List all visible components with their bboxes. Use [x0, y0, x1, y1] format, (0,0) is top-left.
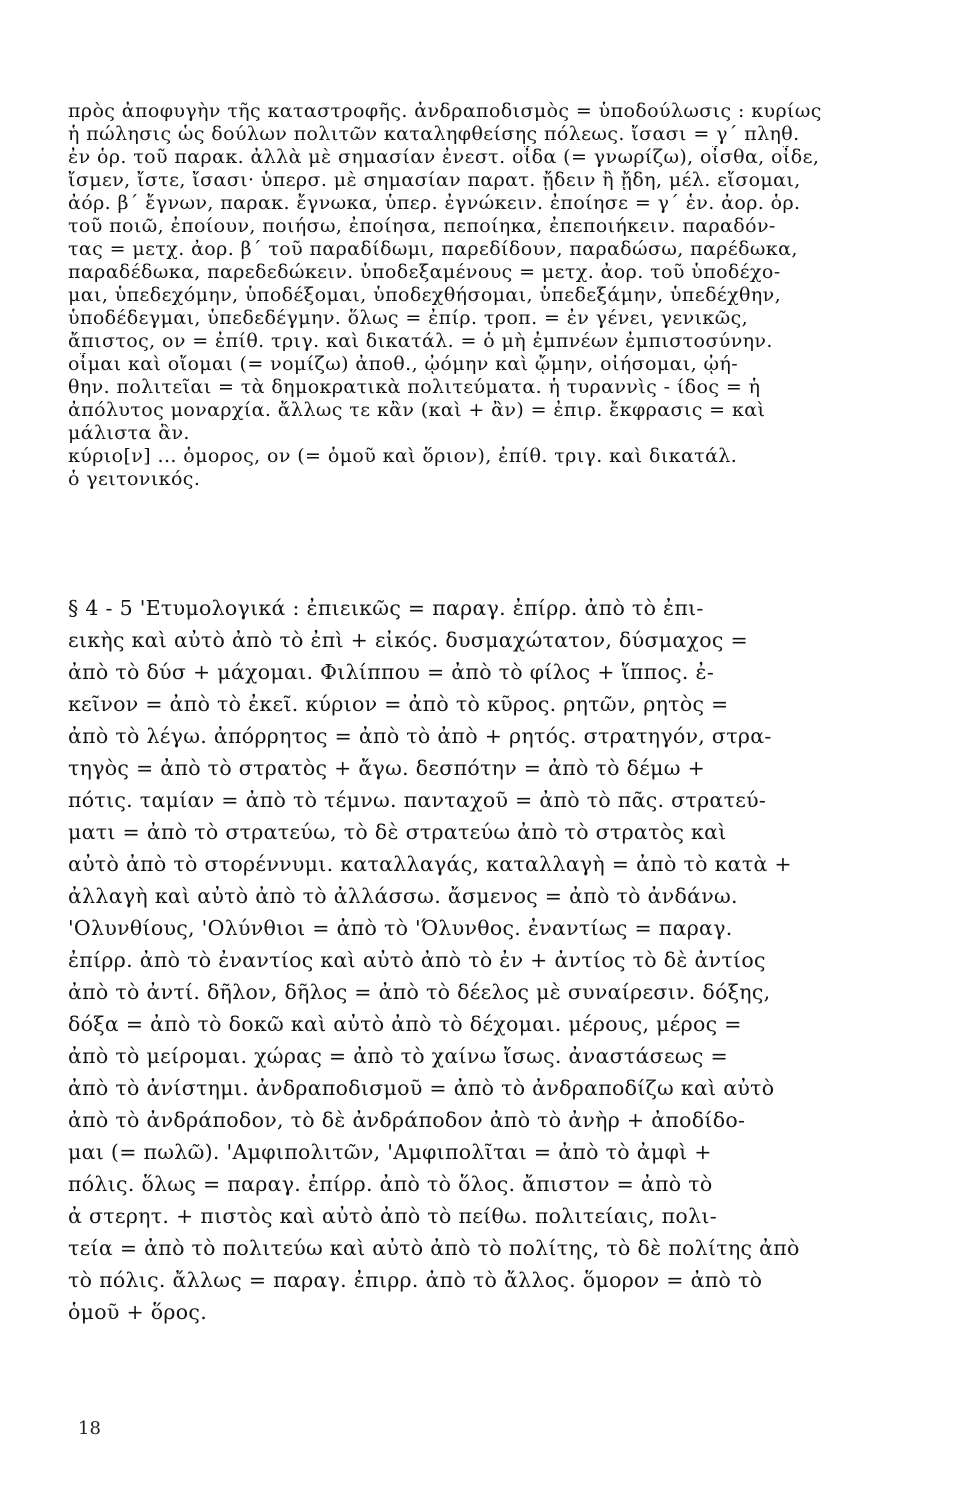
text-line: ἐν ὁρ. τοῦ παρακ. ἀλλὰ μὲ σημασίαν ἐνεστ. οἶδα (= γνωρίζω), οἶσθα, οἶδε, — [68, 146, 820, 168]
text-line: εικὴς καὶ αὐτὸ ἀπὸ τὸ ἐπὶ + εἰκός. δυσμαχώτατον, δύσμαχος = — [68, 628, 748, 652]
text-line: ἡ πώλησις ὡς δούλων πολιτῶν καταληφθείσης πόλεως. ἴσασι = γ΄ πληθ. — [68, 123, 800, 145]
text-line: ἀ στερητ. + πιστὸς καὶ αὐτὸ ἀπὸ τὸ πείθω. πολιτείαις, πολι- — [68, 1204, 717, 1228]
text-line: § 4 - 5 'Ετυμολογικά : ἐπιεικῶς = παραγ. ἐπίρρ. ἀπὸ τὸ ἐπι- — [68, 596, 704, 620]
text-line: δόξα = ἀπὸ τὸ δοκῶ καὶ αὐτὸ ἀπὸ τὸ δέχομαι. μέρους, μέρος = — [68, 1012, 742, 1036]
text-line: ἀπὸ τὸ ἀνδράποδον, τὸ δὲ ἀνδράποδον ἀπὸ τὸ ἀνὴρ + ἀποδίδο- — [68, 1108, 746, 1132]
text-line: οἶμαι καὶ οἴομαι (= νομίζω) ἀποθ., ᾠόμην καὶ ᾤμην, οἰήσομαι, ᾠή- — [68, 353, 739, 375]
text-line: αὐτὸ ἀπὸ τὸ στορέννυμι. καταλλαγάς, καταλλαγὴ = ἀπὸ τὸ κατὰ + — [68, 852, 792, 876]
text-line: τὸ πόλις. ἄλλως = παραγ. ἐπιρρ. ἀπὸ τὸ ἄλλος. ὅμορον = ἀπὸ τὸ — [68, 1268, 763, 1292]
text-line: μαι (= πωλῶ). 'Αμφιπολιτῶν, 'Αμφιπολῖται = ἀπὸ τὸ ἀμφὶ + — [68, 1140, 712, 1164]
text-line: παραδέδωκα, παρεδεδώκειν. ὑποδεξαμένους = μετχ. ἀορ. τοῦ ὑποδέχο- — [68, 261, 781, 283]
text-line: κύριο[ν] ... ὁμορος, ον (= ὁμοῦ καὶ ὅριον), ἐπίθ. τριγ. καὶ δικατάλ. — [68, 445, 738, 467]
text-line: μάλιστα ἂν. — [68, 422, 190, 444]
text-line: ἀπὸ τὸ μείρομαι. χώρας = ἀπὸ τὸ χαίνω ἴσως. ἀναστάσεως = — [68, 1044, 728, 1068]
text-line: ἀπὸ τὸ λέγω. ἀπόρρητος = ἀπὸ τὸ ἀπὸ + ρητός. στρατηγόν, στρα- — [68, 724, 772, 748]
text-line: τας = μετχ. ἀορ. β΄ τοῦ παραδίδωμι, παρεδίδουν, παραδώσω, παρέδωκα, — [68, 238, 798, 260]
text-line: ἀπὸ τὸ ἀντί. δῆλον, δῆλος = ἀπὸ τὸ δέελος μὲ συναίρεσιν. δόξης, — [68, 980, 771, 1004]
text-line: θην. πολιτεῖαι = τὰ δημοκρατικὰ πολιτεύματα. ἡ τυραννὶς - ίδος = ἡ — [68, 376, 761, 398]
text-line: ἀόρ. β΄ ἔγνων, παρακ. ἔγνωκα, ὑπερ. ἐγνώκειν. ἐποίησε = γ΄ ἑν. ἀορ. ὁρ. — [68, 192, 801, 214]
text-line: ὁμοῦ + ὅρος. — [68, 1300, 208, 1324]
text-line: πότις. ταμίαν = ἀπὸ τὸ τέμνω. πανταχοῦ = ἀπὸ τὸ πᾶς. στρατεύ- — [68, 788, 767, 812]
text-line: ἐπίρρ. ἀπὸ τὸ ἐναντίος καὶ αὐτὸ ἀπὸ τὸ ἐν + ἀντίος τὸ δὲ ἀντίος — [68, 948, 766, 972]
text-line: τηγὸς = ἀπὸ τὸ στρατὸς + ἄγω. δεσπότην = ἀπὸ τὸ δέμω + — [68, 756, 706, 780]
text-line: πρὸς ἀποφυγὴν τῆς καταστροφῆς. ἀνδραποδισμὸς = ὑποδούλωσις : κυρίως — [68, 100, 822, 122]
text-line: ἄπιστος, ον = ἐπίθ. τριγ. καὶ δικατάλ. = ὁ μὴ ἐμπνέων ἐμπιστοσύνην. — [68, 330, 773, 352]
text-line: ἀλλαγὴ καὶ αὐτὸ ἀπὸ τὸ ἀλλάσσω. ἄσμενος = ἀπὸ τὸ ἀνδάνω. — [68, 884, 738, 908]
text-line: ἀπὸ τὸ ἀνίστημι. ἀνδραποδισμοῦ = ἀπὸ τὸ ἀνδραποδίζω καὶ αὐτὸ — [68, 1076, 775, 1100]
text-line: ματι = ἀπὸ τὸ στρατεύω, τὸ δὲ στρατεύω ἀπὸ τὸ στρατὸς καὶ — [68, 820, 727, 844]
vocabulary-notes — [68, 100, 888, 491]
page-number: 18 — [78, 1418, 101, 1439]
text-line: ὁ γειτονικός. — [68, 468, 201, 490]
etymology-section — [68, 592, 888, 1328]
text-line: 'Ολυνθίους, 'Ολύνθιοι = ἀπὸ τὸ 'Όλυνθος. ἐναντίως = παραγ. — [68, 916, 733, 940]
text-line: τοῦ ποιῶ, ἐποίουν, ποιήσω, ἐποίησα, πεποίηκα, ἐπεποιήκειν. παραδόν- — [68, 215, 776, 237]
text-line: μαι, ὑπεδεχόμην, ὑποδέξομαι, ὑποδεχθήσομαι, ὑπεδεξάμην, ὑπεδέχθην, — [68, 284, 782, 306]
text-line: τεία = ἀπὸ τὸ πολιτεύω καὶ αὐτὸ ἀπὸ τὸ πολίτης, τὸ δὲ πολίτης ἀπὸ — [68, 1236, 800, 1260]
text-line: ἀπὸ τὸ δύσ + μάχομαι. Φιλίππου = ἀπὸ τὸ φίλος + ἵππος. ἐ- — [68, 660, 715, 684]
text-line: πόλις. ὅλως = παραγ. ἐπίρρ. ἀπὸ τὸ ὅλος. ἄπιστον = ἀπὸ τὸ — [68, 1172, 713, 1196]
text-line: ἴσμεν, ἴστε, ἴσασι· ὑπερσ. μὲ σημασίαν παρατ. ᾔδειν ἢ ᾔδη, μέλ. εἴσομαι, — [68, 169, 801, 191]
text-line: ὑποδέδεγμαι, ὑπεδεδέγμην. ὅλως = ἐπίρ. τροπ. = ἐν γένει, γενικῶς, — [68, 307, 749, 329]
text-line: ἀπόλυτος μοναρχία. ἄλλως τε κἂν (καὶ + ἂν) = ἐπιρ. ἔκφρασις = καὶ — [68, 399, 766, 421]
text-line: κεῖνον = ἀπὸ τὸ ἐκεῖ. κύριον = ἀπὸ τὸ κῦρος. ρητῶν, ρητὸς = — [68, 692, 729, 716]
